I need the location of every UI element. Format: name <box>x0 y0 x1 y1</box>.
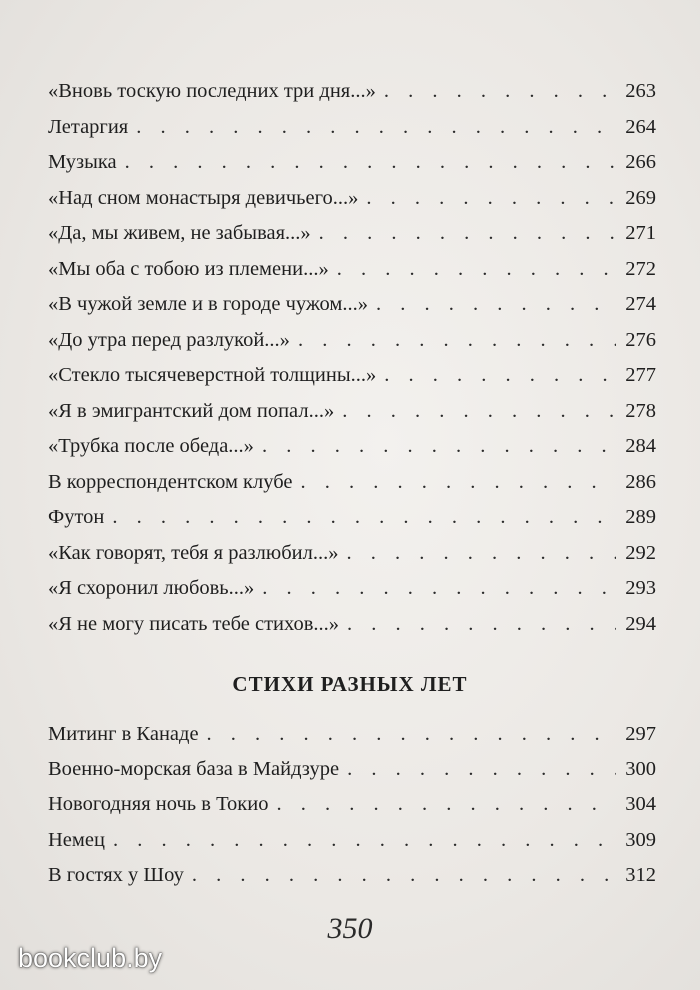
toc-entry-page: 284 <box>625 435 656 457</box>
toc-leader-dots <box>276 787 616 822</box>
toc-entry <box>48 74 656 110</box>
toc-entry-title: Летаргия <box>48 115 129 138</box>
toc-leader-dots <box>192 858 616 893</box>
toc-leader-dots <box>125 145 616 181</box>
toc-leader-dots <box>207 717 616 752</box>
toc-entry-page: 297 <box>625 723 656 745</box>
toc-leader-dots <box>376 287 616 323</box>
toc-entry-page: 289 <box>625 506 656 528</box>
toc-entry-page: 276 <box>625 328 656 351</box>
toc-entry-title: «Я в эмигрантский дом попал...» <box>48 399 335 422</box>
toc-entry-page: 286 <box>625 470 656 493</box>
toc-leader-dots <box>262 571 616 607</box>
toc-leader-dots <box>384 74 616 110</box>
toc-entry <box>48 145 656 181</box>
toc-leader-dots <box>347 752 616 787</box>
toc-entry-page: 293 <box>625 577 656 599</box>
toc-leader-dots <box>337 252 616 288</box>
toc-entry-title: «До утра перед разлукой...» <box>48 328 290 351</box>
toc-entry <box>48 787 656 822</box>
toc-leader-dots <box>113 823 616 858</box>
toc-entry-page: 292 <box>625 541 656 564</box>
toc-entry <box>48 358 656 394</box>
toc-entry <box>48 858 656 893</box>
toc-leader-dots <box>366 181 616 217</box>
toc-entry-title: «Да, мы живем, не забывая...» <box>48 222 311 244</box>
toc-entry-page: 274 <box>625 293 656 315</box>
toc-leader-dots <box>298 323 616 359</box>
toc-entry-title: «Над сном монастыря девичьего...» <box>48 186 359 209</box>
toc-leader-dots <box>346 536 616 572</box>
toc-leader-dots <box>262 429 616 465</box>
toc-entry-title: В корреспондентском клубе <box>48 470 293 493</box>
toc-entry <box>48 394 656 430</box>
toc-entry <box>48 181 656 217</box>
section-heading: СТИХИ РАЗНЫХ ЛЕТ <box>232 672 468 696</box>
toc-leader-dots <box>342 394 616 430</box>
toc-leader-dots <box>300 465 616 501</box>
toc-entry-page: 264 <box>625 115 656 138</box>
toc-entry-page: 294 <box>625 612 656 635</box>
toc-leader-dots <box>112 500 616 536</box>
toc-entry <box>48 752 656 787</box>
toc-entry-title: «Я схоронил любовь...» <box>48 577 255 599</box>
toc-entry-title: «Как говорят, тебя я разлюбил...» <box>48 541 339 564</box>
toc-entry-title: «Вновь тоскую последних три дня...» <box>48 80 376 102</box>
toc-entry-title: Митинг в Канаде <box>48 723 199 745</box>
toc-entry-title: «В чужой земле и в городе чужом...» <box>48 293 368 315</box>
toc-entry-page: 272 <box>625 257 656 280</box>
toc-entry <box>48 110 656 146</box>
toc-entry <box>48 536 656 572</box>
toc-entry-page: 269 <box>625 186 656 209</box>
toc-entry-title: Военно-морская база в Майдзуре <box>48 758 340 781</box>
toc-entry-title: Новогодняя ночь в Токио <box>48 793 269 816</box>
toc-entry <box>48 717 656 752</box>
toc-entry-title: «Я не могу писать тебе стихов...» <box>48 612 340 635</box>
toc-entry-page: 277 <box>625 364 656 386</box>
toc-entry-page: 300 <box>625 758 656 781</box>
toc-entry-title: Футон <box>48 506 105 528</box>
toc-leader-dots <box>319 216 616 252</box>
toc-entry-title: Музыка <box>48 151 117 173</box>
toc-entry <box>48 823 656 858</box>
toc-leader-dots <box>347 607 616 643</box>
toc-entry <box>48 216 656 252</box>
page-number: 350 <box>327 912 373 945</box>
toc-entry <box>48 287 656 323</box>
toc-list-section <box>48 717 656 893</box>
toc-entry-title: «Стекло тысячеверстной толщины...» <box>48 364 377 386</box>
toc-entry-page: 309 <box>625 828 656 851</box>
toc-entry-page: 263 <box>625 80 656 102</box>
toc-entry-title: «Трубка после обеда...» <box>48 435 254 457</box>
toc-entry <box>48 571 656 607</box>
toc-entry <box>48 323 656 359</box>
watermark: bookclub.by <box>18 943 163 973</box>
toc-list-main <box>48 74 656 642</box>
toc-entry <box>48 607 656 643</box>
toc-entry-title: «Мы оба с тобою из племени...» <box>48 257 329 280</box>
toc-entry <box>48 252 656 288</box>
toc-entry-page: 266 <box>625 151 656 173</box>
toc-entry-page: 312 <box>625 863 656 886</box>
toc-entry <box>48 465 656 501</box>
toc-entry-page: 278 <box>625 399 656 422</box>
toc-entry-title: В гостях у Шоу <box>48 863 184 886</box>
toc-leader-dots <box>136 110 616 146</box>
toc-entry-page: 271 <box>625 222 656 244</box>
toc-entry <box>48 429 656 465</box>
toc-entry <box>48 500 656 536</box>
toc-entry-title: Немец <box>48 828 105 851</box>
toc-entry-page: 304 <box>625 793 656 816</box>
toc-leader-dots <box>384 358 616 394</box>
